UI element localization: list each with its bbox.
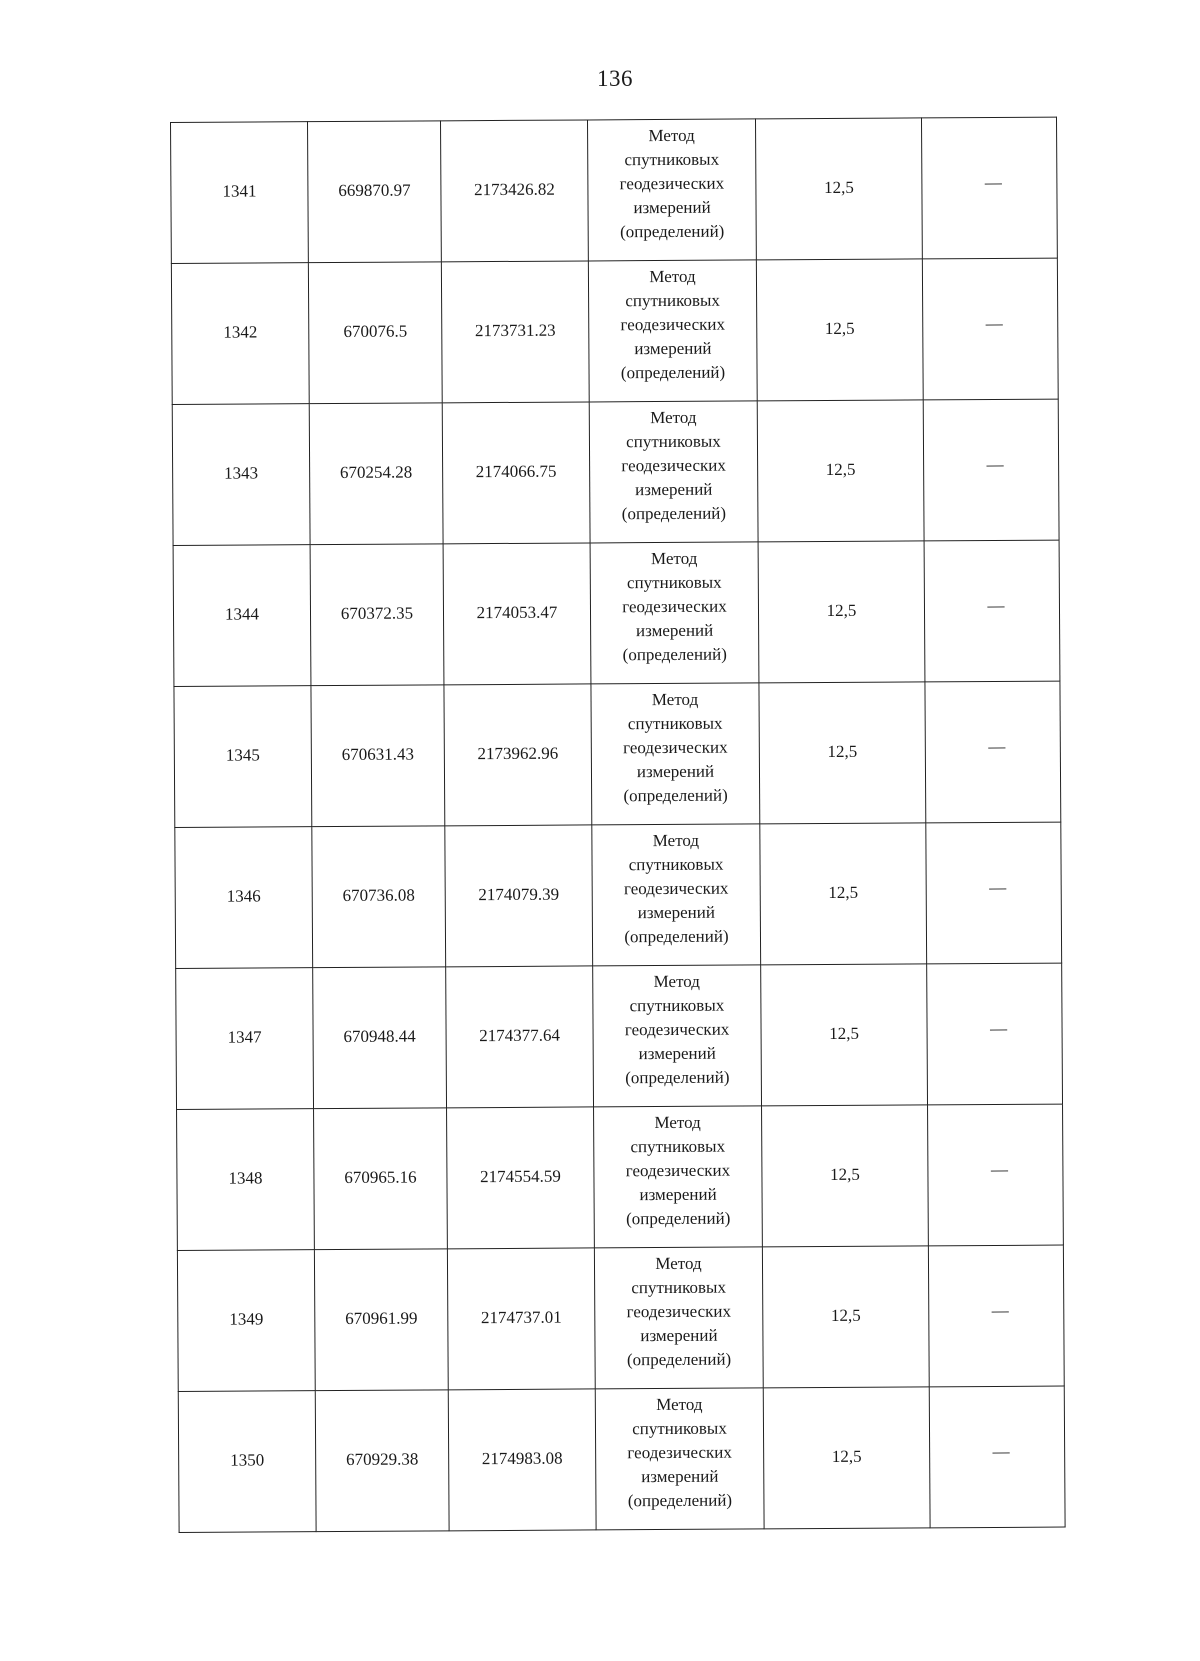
method-line: Метод	[653, 971, 700, 992]
method-line: спутниковых	[630, 1136, 726, 1157]
method-line: спутниковых	[626, 572, 722, 593]
method-line: измерений	[639, 1184, 717, 1205]
point-number-cell	[174, 686, 312, 828]
method-line: геодезических	[626, 1301, 732, 1322]
table-row	[171, 117, 1058, 263]
method-line: измерений	[635, 620, 714, 641]
note-cell	[922, 258, 1058, 400]
page-number: 136	[597, 66, 633, 91]
method-line: геодезических	[625, 1160, 731, 1181]
method-line: геодезических	[624, 1019, 730, 1040]
method-line: (определений)	[626, 1349, 732, 1370]
x-coordinate: 670929.38	[345, 1449, 419, 1469]
point-number-cell	[177, 1250, 315, 1392]
coordinates-table	[170, 117, 1066, 1533]
point-number-cell	[173, 545, 311, 687]
method-line: спутниковых	[626, 431, 721, 452]
accuracy-cell	[761, 964, 928, 1106]
point-number: 1349	[229, 1308, 264, 1329]
method-cell	[592, 824, 761, 966]
method-line: геодезических	[627, 1442, 732, 1463]
note-dash: —	[988, 736, 1006, 756]
method-cell	[594, 1106, 763, 1248]
method-line: геодезических	[619, 173, 725, 194]
note-dash: —	[989, 1018, 1008, 1038]
method-line: Метод	[654, 1112, 701, 1133]
method-line: (определений)	[624, 926, 729, 947]
method-cell	[587, 119, 756, 261]
note-cell	[921, 117, 1057, 259]
method-line: геодезических	[623, 737, 728, 758]
y-coordinate-cell	[441, 261, 589, 403]
point-number: 1347	[227, 1026, 262, 1047]
y-coordinate: 2173962.96	[477, 743, 559, 763]
point-number-cell	[171, 263, 309, 405]
accuracy-cell	[755, 118, 922, 260]
method-line: (определений)	[627, 1490, 733, 1511]
method-line: спутниковых	[624, 149, 720, 170]
method-line: (определений)	[625, 1067, 730, 1088]
x-coordinate: 670372.35	[340, 603, 414, 623]
x-coordinate-cell	[315, 1390, 449, 1532]
point-number: 1344	[224, 603, 260, 624]
note-cell	[929, 1386, 1065, 1528]
table-row	[174, 681, 1061, 827]
table-row	[177, 1104, 1064, 1250]
y-coordinate-cell	[446, 966, 594, 1108]
point-number-cell	[171, 122, 309, 264]
table-row	[171, 258, 1058, 404]
method-line: геодезических	[622, 596, 727, 617]
accuracy-cell	[762, 1105, 929, 1247]
x-coordinate-cell	[314, 1108, 448, 1250]
x-coordinate-cell	[311, 685, 445, 827]
point-number: 1348	[228, 1167, 263, 1188]
point-number-cell	[176, 968, 314, 1110]
method-cell	[590, 542, 759, 684]
x-coordinate: 670076.5	[343, 321, 408, 341]
point-number-cell	[175, 827, 313, 969]
y-coordinate: 2174053.47	[476, 602, 558, 622]
accuracy-value: 12,5	[826, 600, 857, 620]
note-dash: —	[987, 595, 1005, 615]
y-coordinate: 2174066.75	[475, 461, 557, 481]
accuracy-cell	[758, 541, 925, 683]
method-line: Метод	[650, 407, 697, 428]
method-line: Метод	[656, 1394, 703, 1415]
method-line: (определений)	[619, 221, 725, 242]
x-coordinate-cell	[308, 121, 442, 263]
note-cell	[926, 822, 1062, 964]
method-line: спутниковых	[627, 713, 723, 734]
method-line: геодезических	[623, 878, 729, 899]
accuracy-value: 12,5	[830, 1164, 860, 1184]
accuracy-cell	[756, 259, 923, 401]
note-cell	[928, 1245, 1064, 1387]
method-line: (определений)	[620, 362, 726, 383]
note-cell	[928, 1104, 1064, 1246]
accuracy-value: 12,5	[829, 1023, 860, 1043]
note-dash: —	[986, 454, 1004, 474]
accuracy-value: 12,5	[825, 459, 856, 479]
method-line: (определений)	[622, 644, 727, 665]
y-coordinate-cell	[442, 402, 590, 544]
point-number: 1342	[223, 321, 258, 342]
x-coordinate: 670961.99	[345, 1308, 418, 1328]
method-line: Метод	[650, 548, 698, 569]
y-coordinate-cell	[440, 120, 588, 262]
y-coordinate: 2174737.01	[480, 1307, 562, 1327]
note-cell	[927, 963, 1063, 1105]
method-line: геодезических	[621, 455, 726, 476]
y-coordinate-cell	[447, 1248, 595, 1390]
method-line: спутниковых	[628, 854, 724, 875]
accuracy-cell	[763, 1387, 930, 1529]
point-number-cell	[177, 1109, 315, 1251]
method-line: (определений)	[623, 785, 728, 806]
accuracy-cell	[757, 400, 924, 542]
point-number: 1350	[230, 1449, 265, 1470]
method-line: спутниковых	[631, 1277, 726, 1298]
x-coordinate: 670965.16	[344, 1167, 417, 1187]
method-line: спутниковых	[632, 1418, 727, 1439]
x-coordinate: 670631.43	[341, 744, 415, 764]
accuracy-cell	[762, 1246, 929, 1388]
note-dash: —	[991, 1300, 1009, 1320]
y-coordinate-cell	[444, 684, 592, 826]
method-cell	[591, 683, 760, 825]
table-row	[172, 399, 1059, 545]
x-coordinate-cell	[313, 967, 447, 1109]
y-coordinate: 2174377.64	[479, 1025, 561, 1045]
method-line: измерений	[633, 197, 711, 218]
note-dash: —	[990, 1159, 1008, 1179]
y-coordinate: 2174983.08	[481, 1448, 563, 1468]
x-coordinate-cell	[314, 1249, 448, 1391]
accuracy-cell	[760, 823, 927, 965]
x-coordinate-cell	[309, 403, 443, 545]
note-dash: —	[984, 172, 1002, 192]
method-line: измерений	[637, 902, 716, 923]
accuracy-value: 12,5	[824, 318, 855, 338]
accuracy-value: 12,5	[828, 882, 859, 902]
y-coordinate-cell	[447, 1107, 595, 1249]
point-number-cell	[178, 1391, 316, 1533]
method-cell	[595, 1388, 764, 1530]
accuracy-value: 12,5	[823, 177, 854, 197]
note-cell	[924, 540, 1060, 682]
method-line: Метод	[655, 1253, 702, 1274]
accuracy-cell	[759, 682, 926, 824]
note-cell	[923, 399, 1059, 541]
y-coordinate: 2173731.23	[474, 320, 556, 340]
method-line: спутниковых	[629, 995, 725, 1016]
point-number-cell	[172, 404, 310, 546]
table-row	[175, 822, 1062, 968]
method-line: Метод	[648, 125, 695, 146]
table-body	[171, 117, 1066, 1532]
note-dash: —	[992, 1441, 1010, 1461]
y-coordinate: 2174554.59	[480, 1166, 561, 1186]
method-cell	[594, 1247, 763, 1389]
method-line: Метод	[652, 830, 700, 851]
accuracy-value: 12,5	[831, 1446, 862, 1466]
y-coordinate: 2173426.82	[473, 179, 555, 199]
method-line: (определений)	[621, 503, 727, 524]
table-row	[178, 1386, 1065, 1532]
x-coordinate: 670948.44	[343, 1026, 416, 1046]
method-cell	[589, 401, 758, 543]
method-line: измерений	[635, 479, 713, 500]
x-coordinate-cell	[308, 262, 442, 404]
point-number: 1345	[225, 744, 260, 765]
method-line: измерений	[636, 761, 715, 782]
table-row	[176, 963, 1063, 1109]
method-line: измерений	[638, 1043, 716, 1064]
note-dash: —	[985, 313, 1003, 333]
table-row	[177, 1245, 1064, 1391]
method-line: измерений	[640, 1325, 718, 1346]
point-number: 1341	[222, 180, 257, 201]
y-coordinate-cell	[448, 1389, 596, 1531]
method-line: измерений	[634, 338, 712, 359]
x-coordinate: 670736.08	[342, 885, 415, 905]
point-number: 1343	[224, 462, 259, 483]
method-line: Метод	[651, 689, 699, 710]
method-line: геодезических	[620, 314, 726, 335]
accuracy-value: 12,5	[827, 741, 858, 761]
method-cell	[588, 260, 757, 402]
note-cell	[925, 681, 1061, 823]
note-dash: —	[989, 877, 1007, 897]
x-coordinate-cell	[310, 544, 444, 686]
method-line: (определений)	[626, 1208, 731, 1229]
y-coordinate-cell	[443, 543, 591, 685]
method-line: спутниковых	[625, 290, 720, 311]
x-coordinate: 669870.97	[338, 180, 411, 200]
x-coordinate: 670254.28	[339, 462, 413, 482]
method-line: измерений	[641, 1466, 719, 1487]
method-line: Метод	[649, 266, 696, 287]
point-number: 1346	[226, 885, 261, 906]
method-cell	[593, 965, 762, 1107]
y-coordinate-cell	[445, 825, 593, 967]
y-coordinate: 2174079.39	[478, 884, 560, 904]
x-coordinate-cell	[312, 826, 446, 968]
table-row	[173, 540, 1060, 686]
accuracy-value: 12,5	[830, 1305, 861, 1325]
